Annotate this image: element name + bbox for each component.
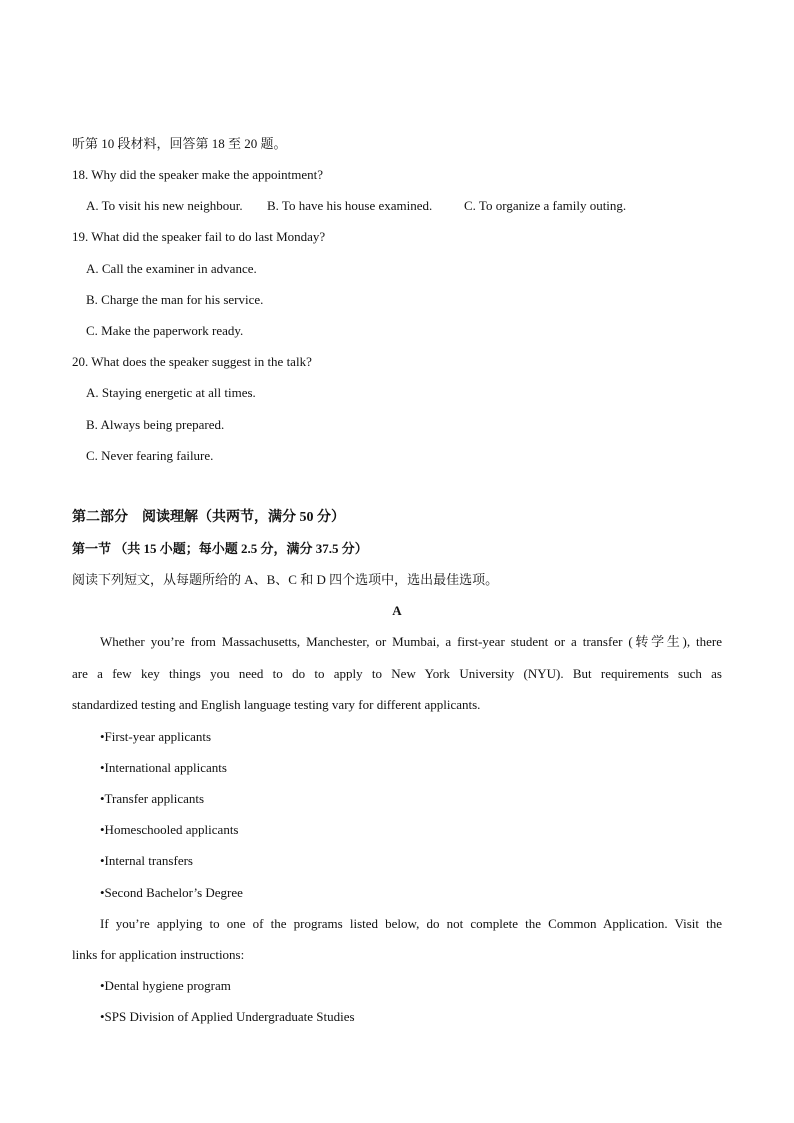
question-18-stem: 18. Why did the speaker make the appointment? [72,167,324,182]
part-title: 第二部分 阅读理解（共两节，满分 50 分） [72,510,345,525]
section-title: 第一节 （共 15 小题；每小题 2.5 分，满分 37.5 分） [72,541,368,556]
question-19-option-c: C. Make the paperwork ready. [86,323,244,338]
question-20-option-b: B. Always being prepared. [86,417,225,432]
list-item: •Internal transfers [100,853,193,868]
listening-instruction: 听第 10 段材料，回答第 18 至 20 题。 [72,136,287,151]
question-19-option-b: B. Charge the man for his service. [86,292,264,307]
question-20-stem: 20. What does the speaker suggest in the talk? [72,354,312,369]
paragraph1-line-3: standardized testing and English language testing vary for different applicants. [72,697,481,712]
question-18-option-b: B. To have his house examined. [267,198,433,213]
reading-instruction: 阅读下列短文，从每题所给的 A、B、C 和 D 四个选项中，选出最佳选项。 [72,572,499,587]
list-item: •First-year applicants [100,729,212,744]
question-20-option-c: C. Never fearing failure. [86,448,214,463]
paragraph1-line-2: are a few key things you need to do to apply to New York University (NYU). But requirements such as [72,666,722,681]
list-item: •Second Bachelor’s Degree [100,885,243,900]
list-item: •Dental hygiene program [100,978,231,993]
question-19-stem: 19. What did the speaker fail to do last Monday? [72,229,326,244]
question-19-option-a: A. Call the examiner in advance. [86,261,257,276]
list-item: •SPS Division of Applied Undergraduate Studies [100,1009,355,1024]
paragraph2-line-2: links for application instructions: [72,947,245,962]
question-18-option-c: C. To organize a family outing. [464,198,627,213]
question-18-option-a: A. To visit his new neighbour. [86,198,243,213]
list-item: •Transfer applicants [100,791,205,806]
question-20-option-a: A. Staying energetic at all times. [86,385,256,400]
list-item: •International applicants [100,760,227,775]
list-item: •Homeschooled applicants [100,822,239,837]
passage-label: A [392,603,402,618]
paragraph2-line-1: If you’re applying to one of the programs listed below, do not complete the Common Application. Visit the [100,916,722,931]
paragraph1-line-1: Whether you’re from Massachusetts, Manchester, or Mumbai, a first-year student or a transfer (转学生), there [100,634,722,649]
